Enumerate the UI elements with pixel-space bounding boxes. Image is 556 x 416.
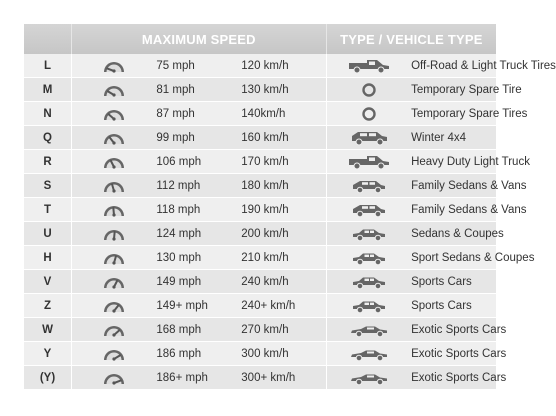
speed-mph: 75 mph <box>156 54 241 78</box>
pickup-truck-icon <box>326 150 411 174</box>
speedometer-icon <box>72 102 157 126</box>
vehicle-type: Off-Road & Light Truck Tires <box>411 54 496 78</box>
speed-mph: 87 mph <box>156 102 241 126</box>
speedometer-icon <box>72 174 157 198</box>
speed-kmh: 240 km/h <box>241 270 326 294</box>
speed-mph: 124 mph <box>156 222 241 246</box>
vehicle-type: Temporary Spare Tires <box>411 102 496 126</box>
vehicle-type: Sport Sedans & Coupes <box>411 246 496 270</box>
vehicle-type: Sports Cars <box>411 294 496 318</box>
speedometer-icon <box>72 318 157 342</box>
speed-mph: 112 mph <box>156 174 241 198</box>
header-rating <box>24 24 72 54</box>
speed-mph: 130 mph <box>156 246 241 270</box>
speed-mph: 99 mph <box>156 126 241 150</box>
vehicle-type: Sedans & Coupes <box>411 222 496 246</box>
vehicle-type: Winter 4x4 <box>411 126 496 150</box>
sports-car-icon <box>326 366 411 390</box>
speed-mph: 186 mph <box>156 342 241 366</box>
speed-mph: 149 mph <box>156 270 241 294</box>
speed-rating-letter: Q <box>24 126 72 150</box>
pickup-truck-icon <box>326 54 411 78</box>
sedan-icon <box>326 270 411 294</box>
van-icon <box>326 174 411 198</box>
speedometer-icon <box>72 342 157 366</box>
speed-kmh: 190 km/h <box>241 198 326 222</box>
table-row <box>24 342 496 366</box>
speed-mph: 118 mph <box>156 198 241 222</box>
speed-mph: 186+ mph <box>156 366 241 390</box>
speedometer-icon <box>72 366 157 390</box>
speed-kmh: 300+ km/h <box>241 366 326 390</box>
vehicle-type: Exotic Sports Cars <box>411 318 496 342</box>
speed-mph: 106 mph <box>156 150 241 174</box>
sedan-icon <box>326 246 411 270</box>
speed-rating-letter: T <box>24 198 72 222</box>
speed-rating-letter: V <box>24 270 72 294</box>
speedometer-icon <box>72 126 157 150</box>
spare-tire-icon <box>326 78 411 102</box>
header-vehicle-type: TYPE / VEHICLE TYPE <box>326 24 496 54</box>
table-row <box>24 150 496 174</box>
speed-kmh: 300 km/h <box>241 342 326 366</box>
table-row <box>24 222 496 246</box>
table-row <box>24 126 496 150</box>
speed-kmh: 210 km/h <box>241 246 326 270</box>
speed-rating-letter: N <box>24 102 72 126</box>
speed-rating-letter: H <box>24 246 72 270</box>
table-row <box>24 54 496 78</box>
speed-kmh: 240+ km/h <box>241 294 326 318</box>
table-row <box>24 246 496 270</box>
sports-car-icon <box>326 342 411 366</box>
sports-car-icon <box>326 318 411 342</box>
spare-tire-icon <box>326 102 411 126</box>
speedometer-icon <box>72 54 157 78</box>
sedan-icon <box>326 222 411 246</box>
speed-mph: 149+ mph <box>156 294 241 318</box>
table-row <box>24 294 496 318</box>
table-row <box>24 270 496 294</box>
speed-rating-letter: W <box>24 318 72 342</box>
speed-rating-table <box>24 24 556 390</box>
speed-kmh: 270 km/h <box>241 318 326 342</box>
header-max-speed: MAXIMUM SPEED <box>72 24 327 54</box>
speedometer-icon <box>72 150 157 174</box>
speed-kmh: 160 km/h <box>241 126 326 150</box>
speed-kmh: 170 km/h <box>241 150 326 174</box>
table-row <box>24 318 496 342</box>
speed-rating-letter: M <box>24 78 72 102</box>
speed-kmh: 180 km/h <box>241 174 326 198</box>
speed-rating-letter: S <box>24 174 72 198</box>
speedometer-icon <box>72 246 157 270</box>
speed-rating-letter: R <box>24 150 72 174</box>
speed-rating-letter: Z <box>24 294 72 318</box>
speed-kmh: 140km/h <box>241 102 326 126</box>
suv-icon <box>326 126 411 150</box>
speedometer-icon <box>72 294 157 318</box>
speed-rating-letter: (Y) <box>24 366 72 390</box>
table-body <box>24 54 556 390</box>
header-row <box>24 24 496 54</box>
speed-rating-letter: L <box>24 54 72 78</box>
speedometer-icon <box>72 222 157 246</box>
speed-rating-letter: Y <box>24 342 72 366</box>
speed-mph: 168 mph <box>156 318 241 342</box>
vehicle-type: Sports Cars <box>411 270 496 294</box>
speed-mph: 81 mph <box>156 78 241 102</box>
vehicle-type: Exotic Sports Cars <box>411 342 496 366</box>
speedometer-icon <box>72 270 157 294</box>
sedan-icon <box>326 294 411 318</box>
table-row <box>24 78 496 102</box>
vehicle-type: Family Sedans & Vans <box>411 174 496 198</box>
table-row <box>24 198 496 222</box>
speedometer-icon <box>72 198 157 222</box>
vehicle-type: Temporary Spare Tire <box>411 78 496 102</box>
speedometer-icon <box>72 78 157 102</box>
table-row <box>24 366 496 390</box>
vehicle-type: Exotic Sports Cars <box>411 366 496 390</box>
speed-kmh: 200 km/h <box>241 222 326 246</box>
van-icon <box>326 198 411 222</box>
vehicle-type: Heavy Duty Light Truck <box>411 150 496 174</box>
speed-rating-letter: U <box>24 222 72 246</box>
speed-kmh: 130 km/h <box>241 78 326 102</box>
table-row <box>24 174 496 198</box>
vehicle-type: Family Sedans & Vans <box>411 198 496 222</box>
speed-kmh: 120 km/h <box>241 54 326 78</box>
table-row <box>24 102 496 126</box>
